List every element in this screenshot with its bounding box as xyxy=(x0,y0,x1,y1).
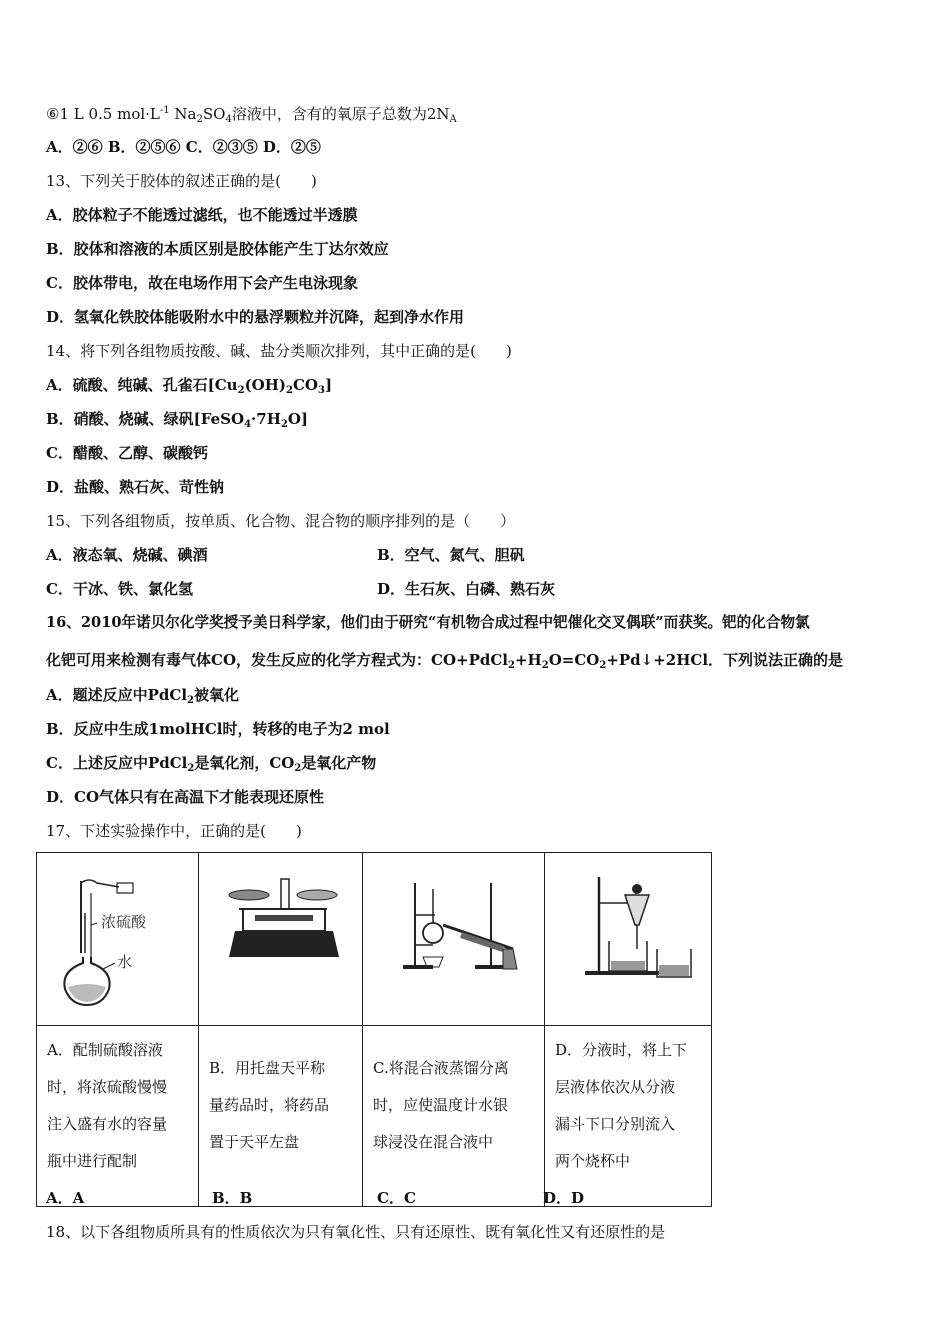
q12-item6: ⑥1 L 0.5 $mol\cdot L^{-1}$ $Na_2SO_4$溶液中，含有的氧原子总数为$2N_A$ xyxy=(46,105,457,125)
q15-option-d: D．生石灰、白磷、熟石灰 xyxy=(377,580,556,598)
q15-option-c: C．干冰、铁、氯化氢 xyxy=(46,580,193,598)
volumetric-flask-diagram xyxy=(37,853,198,1025)
q16-option-a: A．题述反应中PdCl$_2$被氧化 xyxy=(46,686,240,706)
separatory-funnel-diagram xyxy=(545,853,711,1025)
q17-table xyxy=(36,852,712,1207)
q17-cell-a-line: 注入盛有水的容量 xyxy=(47,1115,168,1133)
q14-option-d: D．盐酸、熟石灰、苛性钠 xyxy=(46,478,225,496)
q15-option-a: A．液态氧、烧碱、碘酒 xyxy=(46,546,208,564)
q17-image-b xyxy=(199,853,363,1026)
q17-option-b: B．B xyxy=(212,1189,253,1207)
q17-cell-c-line: 时，应使温度计水银 xyxy=(373,1096,509,1114)
q17-image-d xyxy=(545,853,712,1026)
q17-cell-d-line: D．分液时，将上下 xyxy=(555,1041,688,1059)
q13-option-d: D．氢氧化铁胶体能吸附水中的悬浮颗粒并沉降，起到净水作用 xyxy=(46,308,465,326)
q17-cell-d-line: 层液体依次从分液 xyxy=(555,1078,676,1096)
q14-option-b: B．硝酸、烧碱、绿矾$[FeSO_4\cdot 7H_2O]$ xyxy=(46,410,309,430)
q17-cell-c-line: 球浸没在混合液中 xyxy=(373,1133,494,1151)
q17-cell-a-line: A．配制硫酸溶液 xyxy=(47,1041,163,1059)
q17-option-c: C．C xyxy=(377,1189,416,1207)
label-concentrated-sulfuric-acid: 浓硫酸 xyxy=(101,913,147,931)
q15-option-b: B．空气、氮气、胆矾 xyxy=(377,546,525,564)
q17-cell-b-line: B．用托盘天平称 xyxy=(209,1059,326,1077)
q17-cell-c xyxy=(363,1026,545,1207)
q17-cell-d-line: 漏斗下口分别流入 xyxy=(555,1115,676,1133)
q17-cell-a-line: 瓶中进行配制 xyxy=(47,1152,138,1170)
q16-stem-line2: 化钯可用来检测有毒气体CO，发生反应的化学方程式为：$CO+PdCl_2+H_2O=CO_2+Pd↓+2HCl$．下列说法正确的是 xyxy=(46,651,844,671)
q14-option-c: C．醋酸、乙醇、碳酸钙 xyxy=(46,444,208,462)
label-water: 水 xyxy=(117,953,133,971)
q13-option-c: C．胶体带电，故在电场作用下会产生电泳现象 xyxy=(46,274,358,292)
q17-cell-d-line: 两个烧杯中 xyxy=(555,1152,631,1170)
q17-cell-a xyxy=(37,1026,199,1207)
q17-stem: 17、下述实验操作中，正确的是( ) xyxy=(46,822,302,840)
q13-option-a: A．胶体粒子不能透过滤纸，也不能透过半透膜 xyxy=(46,206,358,224)
q17-option-d: D．D xyxy=(543,1189,585,1207)
q16-stem-line1: 16、2010年诺贝尔化学奖授予美日科学家，他们由于研究“有机物合成过程中钯催化交叉偶联”而获奖。钯的化合物氯 xyxy=(46,614,810,631)
q16-option-d: D．CO气体只有在高温下才能表现还原性 xyxy=(46,788,325,806)
q12-options: A．②⑥ B．②⑤⑥ C．②③⑤ D．②⑤ xyxy=(46,138,321,156)
q17-cell-b-line: 量药品时，将药品 xyxy=(209,1096,330,1114)
q17-image-c xyxy=(363,853,545,1026)
q16-option-b: B．反应中生成1molHCl时，转移的电子为2 mol xyxy=(46,720,390,738)
q13-stem: 13、下列关于胶体的叙述正确的是( ) xyxy=(46,172,317,190)
balance-scale-diagram xyxy=(199,853,362,1025)
q15-stem: 15、下列各组物质，按单质、化合物、混合物的顺序排列的是（ ） xyxy=(46,512,516,530)
q17-cell-c-line: C.将混合液蒸馏分离 xyxy=(373,1059,509,1077)
q14-stem: 14、将下列各组物质按酸、碱、盐分类顺次排列，其中正确的是( ) xyxy=(46,342,512,360)
q16-option-c: C．上述反应中PdCl$_2$是氧化剂，$CO_2$是氧化产物 xyxy=(46,754,377,774)
q17-option-a: A．A xyxy=(46,1189,85,1207)
q17-cell-b-line: 置于天平左盘 xyxy=(209,1133,300,1151)
distillation-apparatus-diagram xyxy=(363,853,544,1025)
q13-option-b: B．胶体和溶液的本质区别是胶体能产生丁达尔效应 xyxy=(46,240,389,258)
q18-stem: 18、以下各组物质所具有的性质依次为只有氧化性、只有还原性、既有氧化性又有还原性的是 xyxy=(46,1223,666,1241)
q17-cell-b xyxy=(199,1026,363,1207)
q17-cell-d xyxy=(545,1026,712,1207)
q14-option-a: A．硫酸、纯碱、孔雀石$[Cu_2(OH)_2CO_3]$ xyxy=(46,376,333,396)
q17-cell-a-line: 时，将浓硫酸慢慢 xyxy=(47,1078,168,1096)
q17-image-a xyxy=(37,853,199,1026)
